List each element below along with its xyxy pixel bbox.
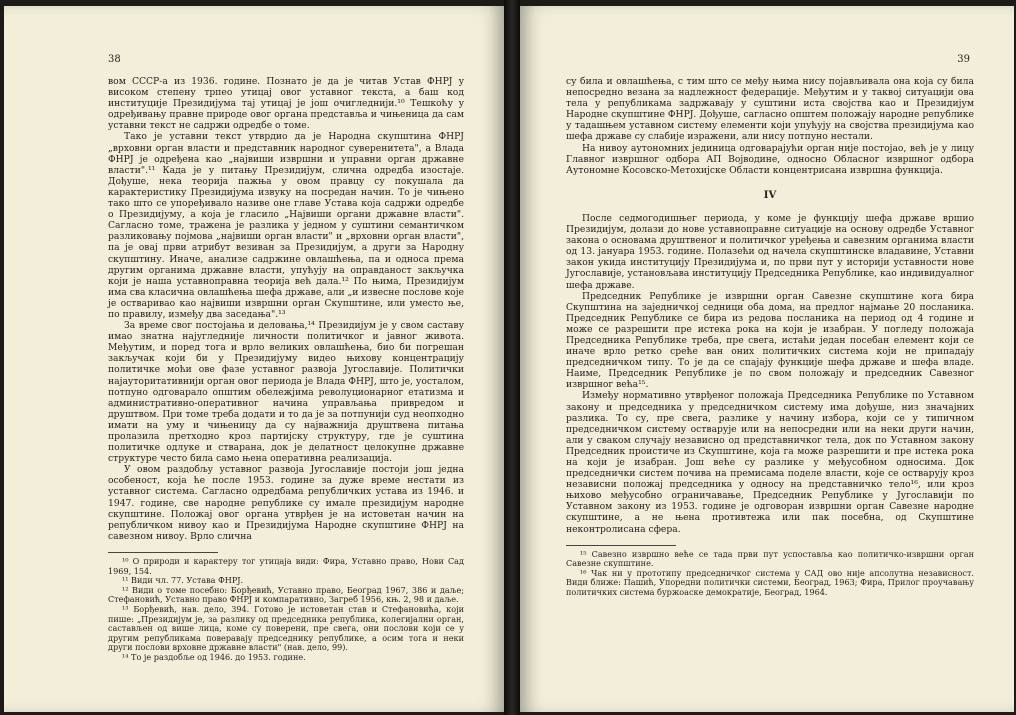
footnote: ¹² Види о томе посебно: Борђевић, Уставно право, Београд 1967, 386 и даље; Стефановић, Уставно право ФНРЈ и компаративно, Загреб 1956, књ. 2, 98 и даље. — [108, 584, 464, 605]
footnote-rule — [566, 545, 676, 546]
footnotes — [566, 550, 974, 598]
body-text — [566, 76, 974, 535]
paragraph: Председник Републике је извршни орган Савезне скупштине кога бира Скупштина на заједничкој седници оба дома, на предлог најмање 20 посланика. Председник Републике се бира из редова посланика на период од 4 године и може се разрешити пре истека рока на који је изабран. У погледу положаја Председника Републике треба, пре свега, истаћи један посебан елемент који се иначе врло ретко среће ван оних политичких система који не припадају председничком типу. То је да се спајају функције шефа државе и шефа владе. Наиме, Председник Републике је по свом положају и председник Савезног извршног већа¹⁵. — [566, 290, 974, 391]
paragraph: вом СССР-а из 1936. године. Познато је да је читав Устав ФНРЈ у високом степену трпео утицај овог уставног текста, а баш код институције Президијума тај утицај је још очигледнији.¹⁰ Тешкоћу у одређивању правне природе овог органа представља и чињеница да сам уставни текст не садржи одредбе о томе. — [108, 76, 464, 132]
footnote: ¹³ Борђевић, нав. дело, 394. Готово је истоветан став и Стефановића, који пише: „Президијум је, за разлику од председника република, колегијални орган, састављен од више лица, коме су поверени, пре свега, они послови који се у другим републикама поверавају председнику републике, а осим тога и неки други послови врховне државне власти" (нав. дело, 99). — [108, 603, 464, 653]
right-page — [520, 6, 1014, 712]
paragraph: После седмогодишњег периода, у коме је функцију шефа државе вршио Президијум, долази до нове уставноправне ситуације на основу одредбе Уставног закона о основама друштвеног и политичког уређења и савезним органима власти од 13. јануара 1953. године. Полазећи од начела скупштинске владавине, Уставни закон укида институцију Президијума и, по први пут у историји уставности нове Југославије, установљава институцију Председника Републике, као индивидуалног шефа државе. — [566, 212, 974, 291]
page-number: 38 — [108, 54, 121, 65]
paragraph: На нивоу аутономних јединица одговарајући орган није постојао, већ је у лицу Главног извршног одбора АП Војводине, односно Обласног извршног одбора Аутономне Косовско-Метохијске Области концентрисана извршна функција. — [566, 142, 974, 176]
footnote: ¹⁵ Савезно извршно веће се тада први пут успоставља као политичко-извршни орган Савезне скупштине. — [566, 548, 974, 569]
footnote: ¹⁰ О природи и карактеру тог утицаја види: Фира, Уставно право, Нови Сад 1969, 154. — [108, 555, 464, 576]
paragraph: су била и овлашћења, с тим што се међу њима нису појављивала она која су била непосредно везана за надлежност федерације. Међутим и у таквој ситуацији ова тела у републикама задржавају у суштини иста својства као и Президијум Народне скупштине ФНРЈ. Дођуше, сагласно општем положају народне републике у тадашњем уставном систему елементи који упућују на својства президијума као шефа државе су слабије изражени, али нису потпуно нестали. — [566, 76, 974, 143]
page-number: 39 — [957, 54, 970, 65]
footnote: ¹⁶ Чак ни у прототипу председничког система у САД ово није апсолутна независност. Види ближе: Пашић, Упоредни политички системи, Београд, 1963; Фира, Прилог проучавању политичких система буржоаске демократије, Београд, 1964. — [566, 567, 974, 598]
left-page — [4, 6, 504, 712]
paragraph: За време свог постојања и деловања,¹⁴ Президијум је у свом саставу имао знатна најугледније личности политичког и јавног живота. Међутим, и поред тога и врло великих овлашћења, био би погрешан закључак који би у Президијуму видео њихову концентрацију политичке моћи ове фазе уставног развоја Југославије. Политички најауторитативнији орган овог периода је Влада ФНРЈ, што је, уосталом, потпуно одговарало општим обележјима револуционарног етатизма и административно-оперативног начина управљања привредом и друштвом. При томе треба додати и то да је за потпунији суд неопходно имати на уму и чињеницу да су најважнија друштвена питања пролазила претходно кроз партијску структуру, где је суштина политичке одлуке и стварана, док је делатност целокупне државне структуре често била само њена оперативна реализација. — [108, 320, 464, 465]
paragraph: Између нормативно утврђеног положаја Председника Републике по Уставном закону и председника у председничком систему има дођуше, низ значајних разлика. То су, пре свега, разлике у начину избора, који се у типичном председничком систему остварује или на непосредни или на неки други начин, али у сваком случају независно од представничког тела, док по Уставном закону Председник проистиче из Скупштине, која га може разрешити и пре истека рока на који је изабран. Још веће су разлике у међусобном односима. Док председнички систем почива на премисама поделе власти, које се остварују кроз независни положај председника у односу на представничко тело¹⁶, или кроз њихово међусобно ограничавање, Председник Републике у Југославији по Уставном закону из 1953. године је одговоран извршни орган Савезне народне скупштине, а не њена противтежа или пак посебна, од Скупштине неконтролисана сфера. — [566, 390, 974, 535]
book-gutter — [504, 0, 520, 715]
section-heading: IV — [763, 189, 777, 201]
footnotes — [108, 557, 464, 663]
paragraph: Тако је уставни текст утврдио да је Народна скупштина ФНРЈ „врховни орган власти и представник народног суверенитета", а Влада ФНРЈ је одређена као „највиши извршни и управни орган државне власти".¹¹ Када је у питању Президијум, слична одредба изостаје. Дођуше, нека теорија пажња у овом правцу су покушала да карактеристику Президијума извуку на посредан начин. То је чињено тако што се упоређивало називе оне главе Устава која садржи одредбе о Президијуму, а која је гласило „Највиши органи државне власти". Сагласно томе, тражена је разлика у једном у суштини семантичком разликовању појмова „највиши орган власти" и „врховни орган власти", па је овај први атрибут везиван за Президијум, а други за Народну скупштину. Иначе, анализе садржине овлашћења, па и односа према другим органима државне власти, упућују на оправданост закључка који је наша уставноправна теорија већ дала.¹² По њима, Президијум има сва класична овлашћења шефа државе, али „и извесне послове које је остваривао као највиши извршни орган Скупштине, или уместо ње, по правилу, између два заседања".¹³ — [108, 131, 464, 320]
footnote: ¹¹ Види чл. 77. Устава ФНРЈ. — [122, 575, 244, 586]
body-text — [108, 76, 464, 542]
footnote-rule — [108, 552, 218, 553]
paragraph: У овом раздобљу уставног развоја Југославије постоји још једна особеност, која ће после 1953. године за дуже време нестати из уставног система. Сагласно одредбама републичких устава из 1946. и 1947. године, све народне републике су имале президијум народне скупштине. Положај овог органа утврђен је на истоветан начин на републичком нивоу као и Президијума Народне скупштине ФНРЈ на савезном нивоу. Врло слична — [108, 464, 464, 542]
footnote: ¹⁴ То је раздобље од 1946. до 1953. године. — [122, 651, 306, 662]
